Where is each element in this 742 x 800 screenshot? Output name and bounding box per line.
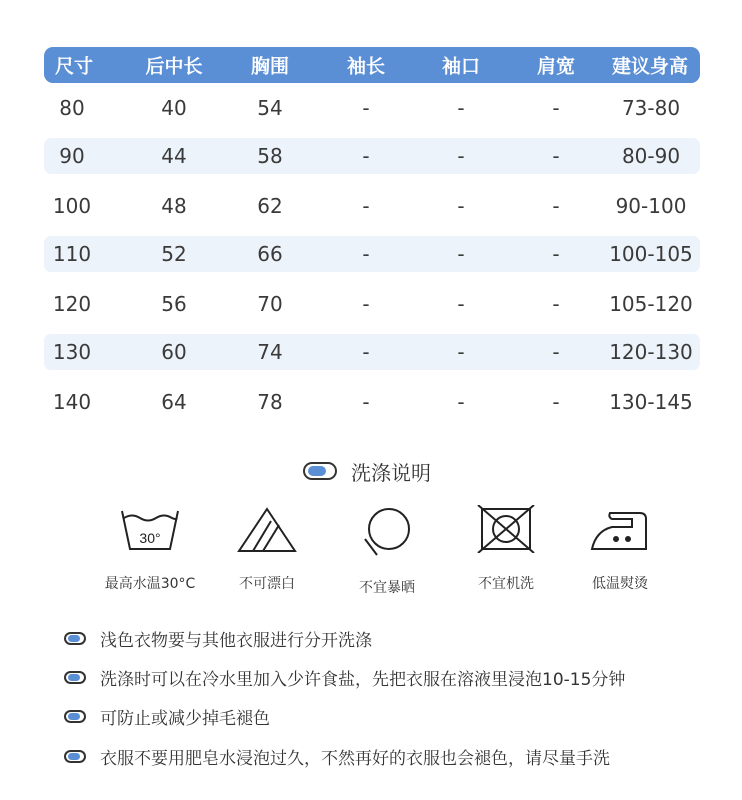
- care-label: 低温熨烫: [592, 576, 648, 592]
- table-cell: -: [457, 340, 465, 364]
- table-cell: -: [552, 193, 560, 218]
- table-cell: -: [362, 242, 370, 266]
- care-item: [90, 505, 210, 593]
- table-cell: 78: [257, 389, 283, 414]
- tip-text: 浅色衣物要与其他衣服进行分开洗涤: [100, 631, 372, 651]
- table-cell: 80: [59, 95, 85, 120]
- header-cuff: 袖口: [441, 55, 480, 78]
- no-bleach-icon: [235, 505, 299, 553]
- header-back-length: 后中长: [145, 55, 203, 78]
- tip-text: 衣服不要用肥皂水浸泡过久，不然再好的衣服也会褪色，请尽量手洗: [100, 749, 610, 769]
- table-cell: 40: [161, 95, 187, 120]
- table-cell: 58: [257, 144, 283, 168]
- bullet-icon: [64, 671, 86, 684]
- list-item: [64, 626, 372, 651]
- table-row: [44, 334, 700, 370]
- low-iron-icon: [588, 505, 652, 553]
- table-cell: -: [457, 193, 465, 218]
- table-cell: 56: [161, 291, 187, 316]
- table-cell: 44: [161, 144, 187, 168]
- table-cell: 90-100: [615, 193, 687, 218]
- pill-icon: [303, 462, 337, 480]
- table-cell: 120: [52, 291, 92, 316]
- table-header: [44, 47, 700, 83]
- bullet-icon: [64, 710, 86, 723]
- list-item: [64, 704, 270, 729]
- table-cell: 105-120: [609, 291, 693, 316]
- table-cell: -: [552, 242, 560, 266]
- bullet-icon: [64, 750, 86, 763]
- header-shoulder: 肩宽: [536, 55, 575, 78]
- header-sleeve-length: 袖长: [346, 55, 385, 78]
- table-cell: 48: [161, 193, 187, 218]
- table-cell: -: [362, 291, 370, 316]
- header-size: 尺寸: [54, 55, 93, 78]
- table-cell: 90: [59, 144, 85, 168]
- table-cell: 140: [52, 389, 92, 414]
- care-item: [446, 505, 566, 593]
- table-row: [44, 181, 700, 230]
- care-item: [327, 505, 447, 597]
- no-machine-wash-icon: [474, 505, 538, 553]
- wash-30-icon: [118, 505, 182, 553]
- table-cell: 64: [161, 389, 187, 414]
- table-cell: -: [457, 291, 465, 316]
- header-chest: 胸围: [250, 55, 289, 78]
- table-cell: 120-130: [609, 340, 693, 364]
- table-row: [44, 377, 700, 426]
- table-cell: 70: [257, 291, 283, 316]
- wash-title-text: 洗涤说明: [351, 460, 431, 485]
- tip-text: 洗涤时可以在冷水里加入少许食盐，先把衣服在溶液里浸泡10-15分钟: [100, 670, 626, 690]
- table-row: [44, 83, 700, 132]
- care-label: 最高水温30°C: [104, 576, 196, 592]
- table-cell: -: [457, 389, 465, 414]
- table-cell: 52: [161, 242, 187, 266]
- table-cell: -: [457, 144, 465, 168]
- table-cell: -: [552, 340, 560, 364]
- table-row: [44, 279, 700, 328]
- table-cell: -: [362, 144, 370, 168]
- care-label: 不宜暴晒: [359, 580, 415, 596]
- table-cell: -: [552, 144, 560, 168]
- table-cell: -: [362, 340, 370, 364]
- table-cell: 73-80: [621, 95, 681, 120]
- size-table: [44, 47, 700, 426]
- tip-text: 可防止或减少掉毛褪色: [100, 709, 270, 729]
- care-symbols: [90, 505, 690, 615]
- table-cell: -: [457, 242, 465, 266]
- care-item: [560, 505, 680, 593]
- table-cell: 62: [257, 193, 283, 218]
- table-cell: 130-145: [609, 389, 693, 414]
- care-item: [207, 505, 327, 593]
- table-cell: 60: [161, 340, 187, 364]
- table-row: [44, 138, 700, 174]
- table-cell: -: [552, 389, 560, 414]
- no-tumble-dry-icon: [355, 505, 419, 557]
- table-cell: 74: [257, 340, 283, 364]
- care-label: 不可漂白: [239, 576, 295, 592]
- table-cell: 66: [257, 242, 283, 266]
- table-cell: 80-90: [621, 144, 681, 168]
- care-label: 不宜机洗: [478, 576, 534, 592]
- wash-temp-text: 30°: [139, 530, 161, 546]
- table-cell: -: [362, 193, 370, 218]
- table-cell: -: [457, 95, 465, 120]
- table-row: [44, 236, 700, 272]
- header-height: 建议身高: [611, 55, 688, 78]
- list-item: [64, 665, 625, 690]
- table-cell: 54: [257, 95, 283, 120]
- table-cell: 130: [52, 340, 92, 364]
- list-item: [64, 744, 610, 769]
- table-cell: 100-105: [609, 242, 693, 266]
- table-cell: -: [362, 389, 370, 414]
- table-cell: -: [362, 95, 370, 120]
- table-cell: -: [552, 291, 560, 316]
- table-cell: 110: [52, 242, 92, 266]
- table-cell: 100: [52, 193, 92, 218]
- wash-instructions-title: [303, 456, 431, 486]
- table-cell: -: [552, 95, 560, 120]
- bullet-icon: [64, 632, 86, 645]
